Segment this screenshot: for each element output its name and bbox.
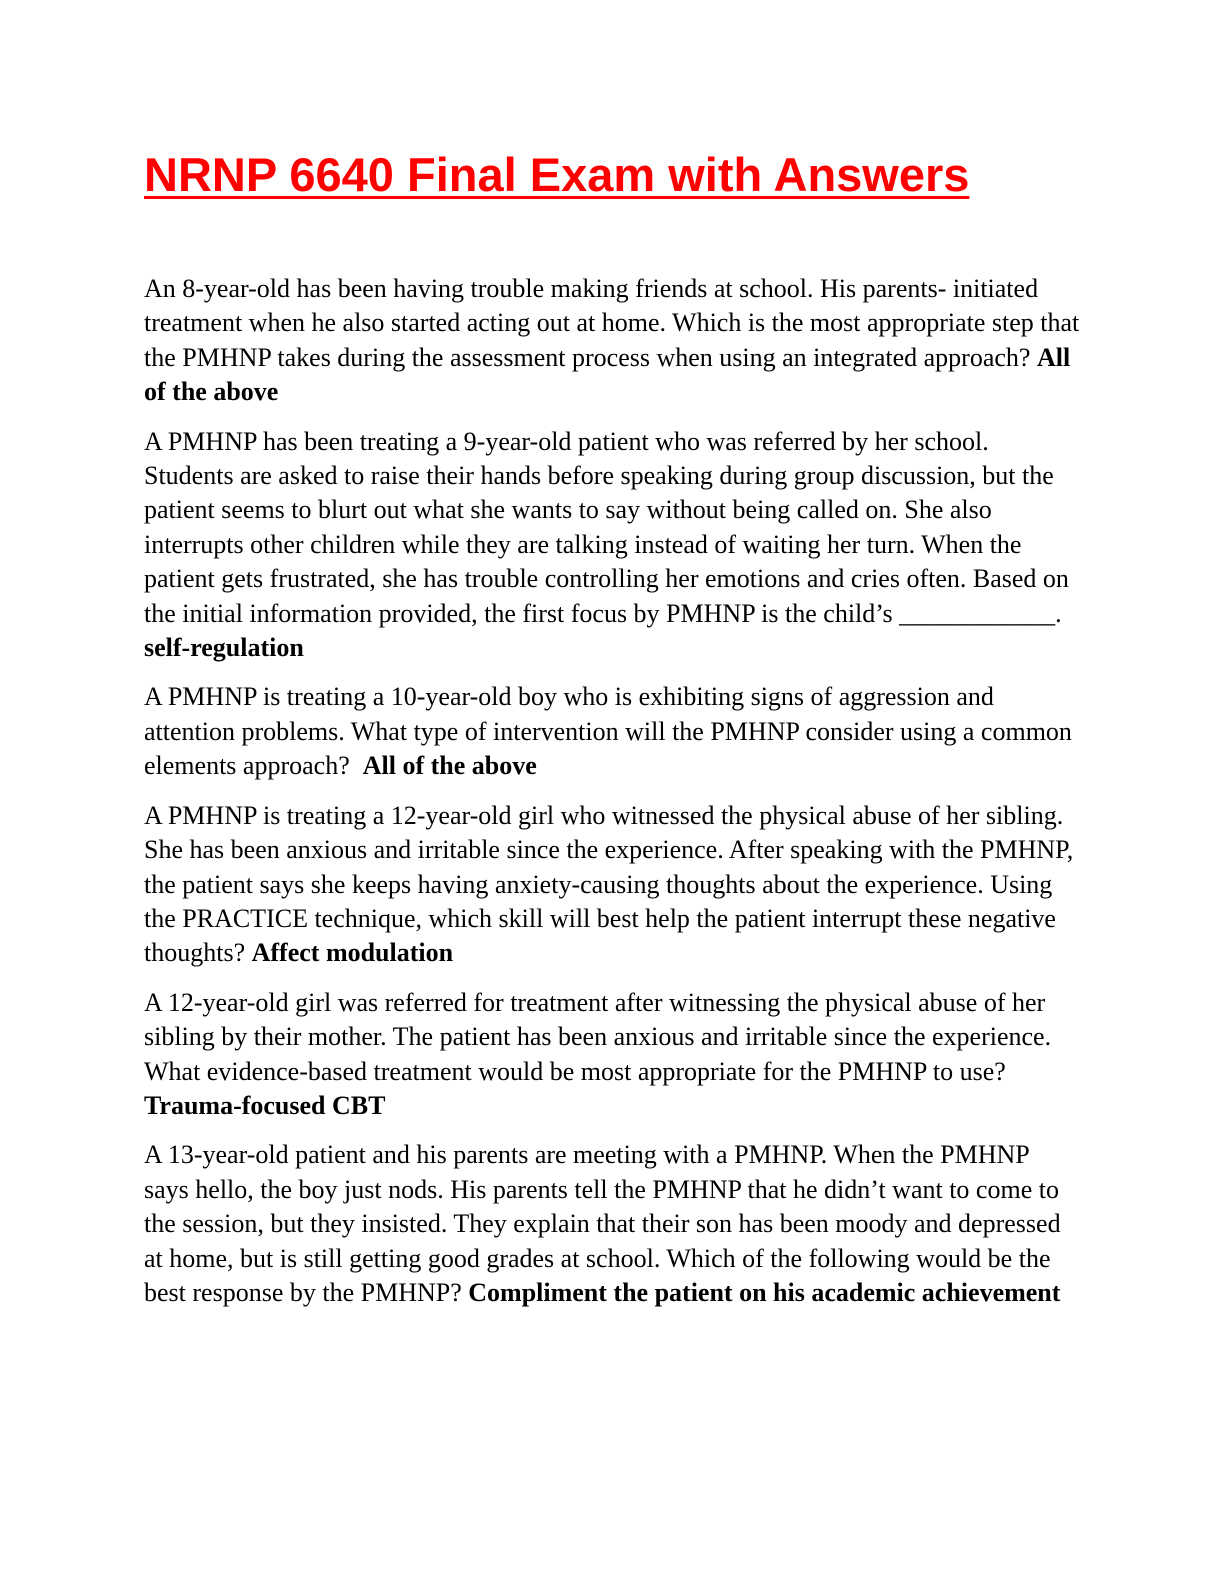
answer-text: Trauma-focused CBT	[144, 1090, 386, 1120]
question-text: A 12-year-old girl was referred for treatment after witnessing the physical abuse of her sibling by their mother. The patient has been anxious and irritable since the experience. What evidence-based treatment would be most appropriate for the PMHNP to use?	[144, 987, 1052, 1086]
answer-text: Affect modulation	[251, 938, 454, 968]
question-text: An 8-year-old has been having trouble making friends at school. His parents- initiated treatment when he also started acting out at home. Which is the most appropriate step that the PMHNP takes during the assessment process when using an integrated approach?	[144, 274, 1080, 372]
question-item	[144, 1138, 1080, 1310]
question-item	[144, 425, 1080, 666]
answer-text: self-regulation	[144, 633, 304, 663]
question-item	[144, 272, 1080, 410]
question-text: A PMHNP is treating a 12-year-old girl who witnessed the physical abuse of her sibling. She has been anxious and irritable since the experience. After speaking with the PMHNP, the patient says she keeps having anxiety-causing thoughts about the experience. Using the PRACTICE technique, which skill will best help the patient interrupt these negative thoughts?	[144, 800, 1074, 968]
question-text: A PMHNP has been treating a 9-year-old patient who was referred by her school. Students are asked to raise their hands before speaking during group discussion, but the patient seems to blurt out what she wants to say without being called on. She also interrupts other children while they are talking instead of waiting her turn. When the patient gets frustrated, she has trouble controlling her emotions and cries often. Based on the initial information provided, the first focus by PMHNP is the child’s ____________.	[144, 426, 1069, 628]
question-list	[144, 272, 1080, 1325]
answer-text: Compliment the patient on his academic achievement	[468, 1277, 1061, 1307]
question-item	[144, 799, 1080, 971]
question-item	[144, 986, 1080, 1124]
document-title: NRNP 6640 Final Exam with Answers	[144, 148, 970, 201]
question-text: A PMHNP is treating a 10-year-old boy who is exhibiting signs of aggression and attention problems. What type of intervention will the PMHNP consider using a common elements approach?	[144, 682, 1072, 781]
answer-text: All of the above	[144, 342, 1071, 407]
question-item	[144, 680, 1080, 783]
answer-text: All of the above	[362, 751, 537, 781]
question-text: A 13-year-old patient and his parents are meeting with a PMHNP. When the PMHNP says hello, the boy just nods. His parents tell the PMHNP that he didn’t want to come to the session, but they insisted. They explain that their son has been moody and depressed at home, but is still getting good grades at school. Which of the following would be the best response by the PMHNP?	[144, 1140, 1061, 1307]
